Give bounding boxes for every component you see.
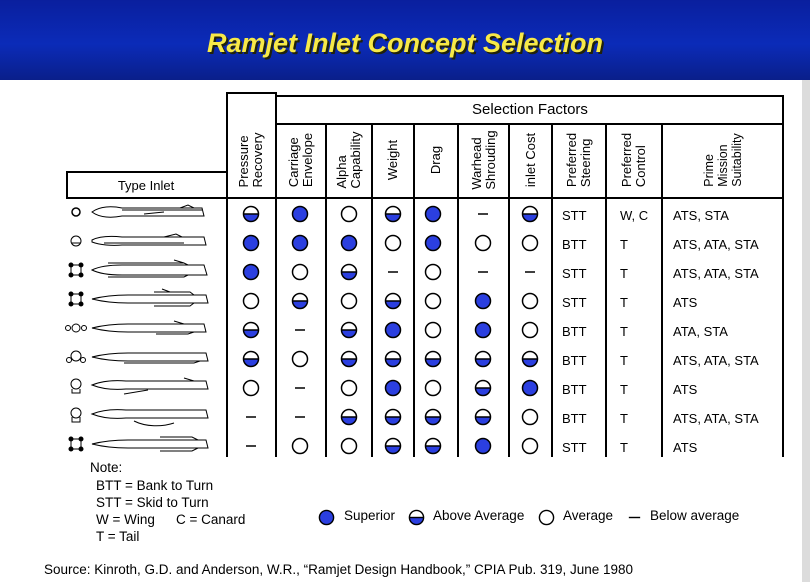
source-citation: Source: Kinroth, G.D. and Anderson, W.R., “Ramjet Design Handbook,” CPIA Pub. 319, June 1980 (44, 562, 634, 577)
cell-prime-mission: ATS, ATA, STA (673, 237, 759, 252)
rating-below-icon (291, 408, 309, 426)
rating-average-icon (291, 350, 309, 368)
note-canard: C = Canard (176, 512, 246, 527)
page-title: Ramjet Inlet Concept Selection (206, 28, 604, 58)
title-bar (0, 0, 810, 80)
column-header-warhead-shrouding: Warhead Shrouding (468, 130, 498, 190)
rating-average-icon (340, 205, 358, 223)
rating-below-icon (384, 263, 402, 281)
rating-average-icon (384, 234, 402, 252)
cell-preferred-steering: STT (562, 440, 587, 455)
rating-above-icon (384, 350, 402, 368)
notes-title: Note: (90, 460, 123, 475)
rating-superior-icon (291, 205, 309, 223)
missile-drawing-row-1 (72, 205, 204, 217)
rating-above-icon (424, 350, 442, 368)
cell-preferred-steering: BTT (562, 237, 587, 252)
table-line-header-bottom (66, 197, 784, 199)
table-line-right (782, 95, 784, 457)
rating-above-icon (521, 205, 539, 223)
rating-below-icon (291, 379, 309, 397)
cell-preferred-control: T (620, 411, 628, 426)
rating-above-icon (340, 321, 358, 339)
rating-average-icon (291, 437, 309, 455)
rating-above-icon (384, 205, 402, 223)
rating-average-icon (340, 437, 358, 455)
rating-superior-icon (340, 234, 358, 252)
column-header-prime-mission: Prime Mission Suitability (701, 133, 744, 187)
selection-factors-heading: Selection Factors (472, 101, 588, 118)
note-wing: W = Wing (96, 512, 155, 527)
cell-preferred-control: W, C (620, 208, 649, 223)
rating-above-icon (291, 292, 309, 310)
table-line-top-factors (276, 95, 784, 97)
rating-above-icon (424, 437, 442, 455)
rating-superior-icon (474, 437, 492, 455)
legend-below-average-label: Below average (650, 508, 740, 523)
rating-above-icon (384, 292, 402, 310)
legend-average-label: Average (563, 508, 614, 523)
cell-prime-mission: ATS, ATA, STA (673, 411, 759, 426)
rating-superior-icon (291, 234, 309, 252)
rating-superior-icon (384, 379, 402, 397)
cell-preferred-control: T (620, 295, 628, 310)
legend-average-icon (538, 509, 555, 526)
rating-average-icon (340, 292, 358, 310)
cell-preferred-control: T (620, 382, 628, 397)
missile-drawing-row-5 (66, 321, 207, 334)
missile-inlet-drawings (64, 200, 304, 460)
rating-superior-icon (521, 379, 539, 397)
rating-average-icon (291, 263, 309, 281)
cell-preferred-control: T (620, 237, 628, 252)
page-edge-shadow (802, 80, 810, 582)
rating-average-icon (521, 408, 539, 426)
rating-above-icon (474, 379, 492, 397)
cell-prime-mission: ATS (673, 440, 698, 455)
cell-preferred-control: T (620, 353, 628, 368)
cell-prime-mission: ATS, ATA, STA (673, 266, 759, 281)
missile-drawing-row-3 (69, 260, 207, 277)
rating-average-icon (424, 321, 442, 339)
missile-drawing-row-8 (71, 408, 208, 426)
rating-above-icon (474, 408, 492, 426)
column-header-alpha-capability: Alpha Capability (334, 131, 363, 189)
rating-average-icon (521, 292, 539, 310)
rating-superior-icon (474, 292, 492, 310)
rating-above-icon (340, 350, 358, 368)
missile-drawing-row-7 (71, 378, 208, 394)
rating-average-icon (521, 437, 539, 455)
note-stt: STT = Skid to Turn (96, 495, 209, 510)
rating-superior-icon (424, 205, 442, 223)
rating-average-icon (242, 292, 260, 310)
rating-average-icon (242, 379, 260, 397)
note-tail: T = Tail (96, 529, 140, 544)
legend-below-average-icon (626, 509, 643, 526)
rating-above-icon (242, 350, 260, 368)
cell-preferred-steering: BTT (562, 353, 587, 368)
rating-superior-icon (242, 263, 260, 281)
column-header-pressure-recovery: Pressure Recovery (236, 132, 265, 188)
column-header-inlet-cost: inlet Cost (522, 132, 538, 188)
rating-superior-icon (242, 234, 260, 252)
cell-preferred-steering: BTT (562, 411, 587, 426)
column-header-drag: Drag (428, 145, 443, 175)
rating-above-icon (340, 263, 358, 281)
rating-average-icon (424, 379, 442, 397)
column-header-preferred-control: Preferred Control (619, 132, 648, 188)
missile-drawing-row-9 (69, 437, 208, 451)
cell-preferred-steering: BTT (562, 324, 587, 339)
rating-superior-icon (424, 234, 442, 252)
cell-preferred-steering: STT (562, 208, 587, 223)
cell-prime-mission: ATS, ATA, STA (673, 353, 759, 368)
rating-below-icon (242, 437, 260, 455)
rating-below-icon (291, 321, 309, 339)
rating-above-icon (521, 350, 539, 368)
legend-above-average-label: Above Average (433, 508, 525, 523)
legend-superior-icon (318, 509, 335, 526)
column-header-preferred-steering: Preferred Steering (564, 132, 593, 188)
cell-preferred-steering: BTT (562, 382, 587, 397)
rating-below-icon (521, 263, 539, 281)
legend-above-average-icon (408, 509, 425, 526)
rating-above-icon (424, 408, 442, 426)
cell-preferred-control: T (620, 324, 628, 339)
rating-average-icon (424, 263, 442, 281)
cell-prime-mission: ATA, STA (673, 324, 728, 339)
cell-prime-mission: ATS, STA (673, 208, 729, 223)
cell-preferred-steering: STT (562, 266, 587, 281)
cell-preferred-control: T (620, 440, 628, 455)
rating-superior-icon (474, 321, 492, 339)
rating-above-icon (474, 350, 492, 368)
rating-below-icon (474, 205, 492, 223)
cell-prime-mission: ATS (673, 295, 698, 310)
rating-above-icon (384, 437, 402, 455)
rating-average-icon (521, 321, 539, 339)
rating-average-icon (424, 292, 442, 310)
column-header-carriage-envelope: Carriage Envelope (286, 132, 315, 188)
rating-below-icon (474, 263, 492, 281)
missile-drawing-row-6 (67, 351, 209, 363)
note-btt: BTT = Bank to Turn (96, 478, 214, 493)
table-line-top-pressure (226, 92, 276, 94)
table-line-header-type-inlet (66, 171, 226, 173)
rating-above-icon (340, 408, 358, 426)
rating-average-icon (474, 234, 492, 252)
type-inlet-heading: Type Inlet (117, 178, 175, 193)
cell-preferred-steering: STT (562, 295, 587, 310)
cell-prime-mission: ATS (673, 382, 698, 397)
legend-superior-label: Superior (344, 508, 396, 523)
missile-drawing-row-4 (69, 289, 208, 306)
rating-average-icon (521, 234, 539, 252)
rating-above-icon (384, 408, 402, 426)
rating-superior-icon (384, 321, 402, 339)
missile-drawing-row-2 (71, 234, 206, 246)
cell-preferred-control: T (620, 266, 628, 281)
column-header-weight: Weight (385, 139, 400, 181)
rating-above-icon (242, 205, 260, 223)
rating-below-icon (242, 408, 260, 426)
rating-above-icon (242, 321, 260, 339)
rating-average-icon (340, 379, 358, 397)
